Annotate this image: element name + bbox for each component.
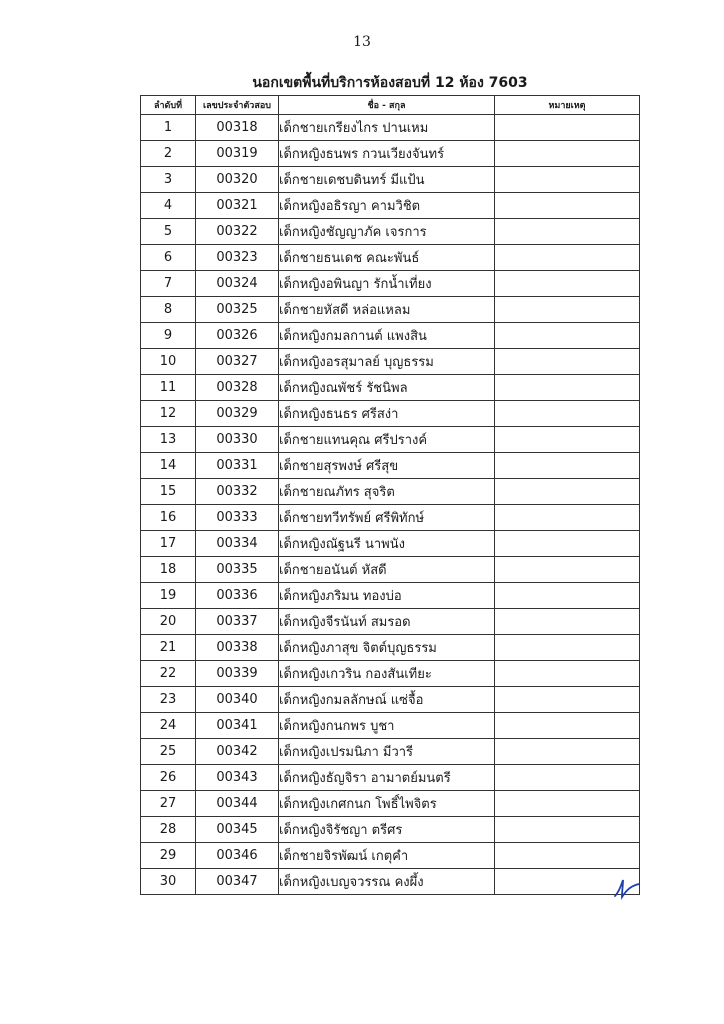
remark-cell [495,245,640,271]
exam-id-cell: 00347 [196,869,279,895]
remark-cell [495,817,640,843]
table-row [141,739,640,765]
table-row [141,453,640,479]
row-number: 24 [141,713,196,739]
exam-id-cell: 00341 [196,713,279,739]
student-name-cell: เด็กหญิงธนพร กวนเวียงจันทร์ [279,141,495,167]
row-number: 20 [141,609,196,635]
remark-cell [495,557,640,583]
table-row [141,869,640,895]
student-name-cell: เด็กหญิงจิรัชญา ตรีศร [279,817,495,843]
header-name: ชื่อ - สกุล [279,96,495,115]
table-row [141,765,640,791]
row-number: 26 [141,765,196,791]
student-name-cell: เด็กหญิงเปรมนิภา มีวารี [279,739,495,765]
remark-cell [495,479,640,505]
student-name-cell: เด็กหญิงอธิรญา คามวิชิต [279,193,495,219]
remark-cell [495,505,640,531]
remark-cell [495,401,640,427]
exam-id-cell: 00331 [196,453,279,479]
remark-cell [495,583,640,609]
row-number: 12 [141,401,196,427]
student-name-cell: เด็กชายเดชบดินทร์ มีแป้น [279,167,495,193]
row-number: 27 [141,791,196,817]
table-row [141,115,640,141]
exam-id-cell: 00319 [196,141,279,167]
student-name-cell: เด็กหญิงเกศกนก โพธิ์ไพจิตร [279,791,495,817]
exam-id-cell: 00345 [196,817,279,843]
exam-id-cell: 00339 [196,661,279,687]
remark-cell [495,713,640,739]
row-number: 2 [141,141,196,167]
table-row [141,427,640,453]
header-remark: หมายเหตุ [495,96,640,115]
student-name-cell: เด็กหญิงกมลกานต์ แพงสิน [279,323,495,349]
table-row [141,583,640,609]
exam-id-cell: 00333 [196,505,279,531]
student-name-cell: เด็กชายอนันต์ หัสดี [279,557,495,583]
exam-id-cell: 00334 [196,531,279,557]
row-number: 18 [141,557,196,583]
table-row [141,193,640,219]
row-number: 17 [141,531,196,557]
row-number: 25 [141,739,196,765]
table-row [141,609,640,635]
table-row [141,661,640,687]
remark-cell [495,453,640,479]
table-row [141,141,640,167]
table-row [141,219,640,245]
student-name-cell: เด็กหญิงธัญจิรา อามาตย์มนตรี [279,765,495,791]
exam-id-cell: 00335 [196,557,279,583]
remark-cell [495,219,640,245]
row-number: 3 [141,167,196,193]
header-exam-id: เลขประจำตัวสอบ [196,96,279,115]
exam-id-cell: 00324 [196,271,279,297]
table-row [141,349,640,375]
exam-id-cell: 00338 [196,635,279,661]
row-number: 28 [141,817,196,843]
student-name-cell: เด็กชายสุรพงษ์ ศรีสุข [279,453,495,479]
student-name-cell: เด็กหญิงชัญญาภัค เจรการ [279,219,495,245]
remark-cell [495,427,640,453]
exam-id-cell: 00327 [196,349,279,375]
table-row [141,557,640,583]
exam-id-cell: 00323 [196,245,279,271]
student-name-cell: เด็กหญิงอรสุมาลย์ บุญธรรม [279,349,495,375]
table-row [141,297,640,323]
exam-id-cell: 00342 [196,739,279,765]
exam-id-cell: 00325 [196,297,279,323]
header-no: ลำดับที่ [141,96,196,115]
remark-cell [495,609,640,635]
remark-cell [495,349,640,375]
exam-id-cell: 00329 [196,401,279,427]
row-number: 7 [141,271,196,297]
exam-id-cell: 00340 [196,687,279,713]
student-name-cell: เด็กชายณภัทร สุจริต [279,479,495,505]
remark-cell [495,141,640,167]
student-name-cell: เด็กหญิงธนธร ศรีสง่า [279,401,495,427]
remark-cell [495,271,640,297]
student-name-cell: เด็กชายทวีทรัพย์ ศรีพิทักษ์ [279,505,495,531]
table-row [141,635,640,661]
student-name-cell: เด็กชายจิรพัฒน์ เกตุคำ [279,843,495,869]
table-row [141,531,640,557]
student-name-cell: เด็กหญิงณัฐนรี นาพนัง [279,531,495,557]
exam-id-cell: 00332 [196,479,279,505]
document-heading: นอกเขตพื้นที่บริการห้องสอบที่ 12 ห้อง 7603 [252,75,528,91]
row-number: 16 [141,505,196,531]
remark-cell [495,687,640,713]
student-name-cell: เด็กหญิงจีรนันท์ สมรอด [279,609,495,635]
remark-cell [495,167,640,193]
row-number: 30 [141,869,196,895]
student-name-cell: เด็กหญิงณพัชร์ รัชนิพล [279,375,495,401]
remark-cell [495,297,640,323]
row-number: 5 [141,219,196,245]
row-number: 22 [141,661,196,687]
table-row [141,271,640,297]
student-name-cell: เด็กหญิงกนกพร บูชา [279,713,495,739]
student-name-cell: เด็กชายธนเดช คณะพันธ์ [279,245,495,271]
table-row [141,167,640,193]
table-row [141,479,640,505]
exam-id-cell: 00322 [196,219,279,245]
row-number: 8 [141,297,196,323]
remark-cell [495,791,640,817]
row-number: 21 [141,635,196,661]
student-roster-table [140,95,640,895]
exam-id-cell: 00320 [196,167,279,193]
row-number: 11 [141,375,196,401]
exam-id-cell: 00321 [196,193,279,219]
row-number: 10 [141,349,196,375]
row-number: 23 [141,687,196,713]
exam-id-cell: 00330 [196,427,279,453]
remark-cell [495,739,640,765]
table-row [141,401,640,427]
student-name-cell: เด็กหญิงเบญจวรรณ คงผึ้ง [279,869,495,895]
table-row [141,791,640,817]
remark-cell [495,193,640,219]
remark-cell [495,531,640,557]
table-row [141,843,640,869]
row-number: 6 [141,245,196,271]
exam-id-cell: 00326 [196,323,279,349]
table-row [141,713,640,739]
exam-id-cell: 00336 [196,583,279,609]
page-number: 13 [353,34,371,50]
row-number: 14 [141,453,196,479]
student-name-cell: เด็กชายแทนคุณ ศรีปรางค์ [279,427,495,453]
student-name-cell: เด็กหญิงกมลลักษณ์ แซ่จื้อ [279,687,495,713]
row-number: 13 [141,427,196,453]
row-number: 4 [141,193,196,219]
exam-id-cell: 00318 [196,115,279,141]
exam-id-cell: 00328 [196,375,279,401]
table-row [141,817,640,843]
remark-cell [495,661,640,687]
row-number: 9 [141,323,196,349]
table-header-row [141,96,640,115]
remark-cell [495,635,640,661]
row-number: 19 [141,583,196,609]
student-name-cell: เด็กหญิงภริมน ทองบ่อ [279,583,495,609]
exam-id-cell: 00343 [196,765,279,791]
remark-cell [495,323,640,349]
remark-cell [495,375,640,401]
row-number: 15 [141,479,196,505]
student-name-cell: เด็กหญิงภาสุข จิตต์บุญธรรม [279,635,495,661]
table-row [141,505,640,531]
table-row [141,245,640,271]
student-name-cell: เด็กชายเกรียงไกร ปานเหม [279,115,495,141]
remark-cell [495,115,640,141]
student-name-cell: เด็กหญิงเกวริน กองสันเทียะ [279,661,495,687]
table-row [141,687,640,713]
exam-id-cell: 00344 [196,791,279,817]
exam-id-cell: 00346 [196,843,279,869]
table-row [141,375,640,401]
student-name-cell: เด็กหญิงอพินญา รักน้ำเที่ยง [279,271,495,297]
student-name-cell: เด็กชายหัสดี หล่อแหลม [279,297,495,323]
row-number: 1 [141,115,196,141]
row-number: 29 [141,843,196,869]
table-row [141,323,640,349]
signature-mark-icon [612,876,642,902]
exam-id-cell: 00337 [196,609,279,635]
remark-cell [495,843,640,869]
remark-cell [495,765,640,791]
